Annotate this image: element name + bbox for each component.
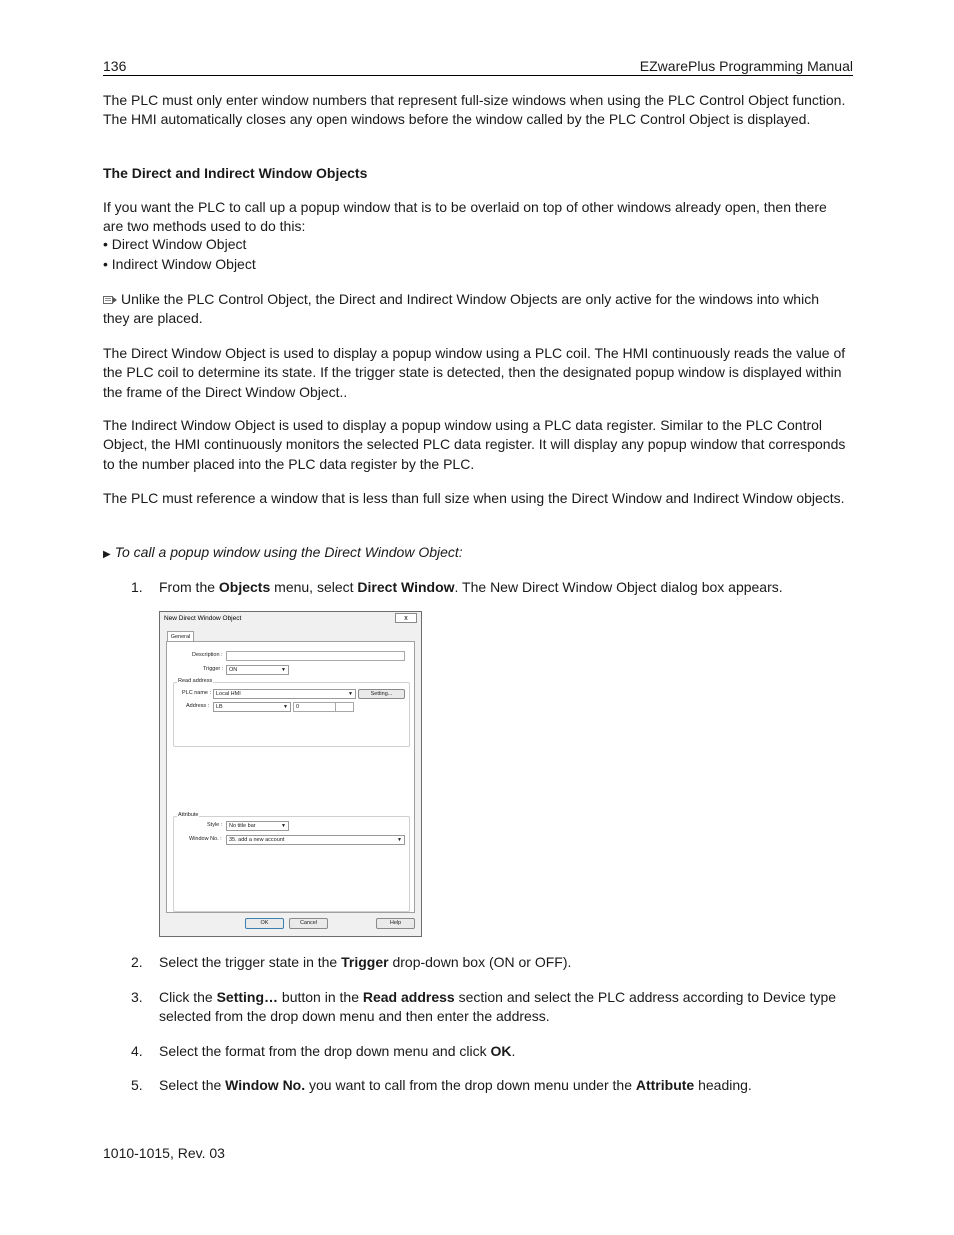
step-number: 1. — [131, 579, 143, 595]
step-number: 3. — [131, 989, 143, 1005]
address-device-select[interactable]: LB ▼ — [213, 702, 291, 712]
address-input[interactable]: 0 — [293, 702, 336, 712]
manual-title: EZwarePlus Programming Manual — [639, 58, 853, 74]
chevron-down-icon: ▼ — [283, 704, 288, 710]
header-rule — [103, 75, 853, 76]
chevron-down-icon: ▼ — [348, 691, 353, 697]
chevron-down-icon: ▼ — [281, 667, 286, 673]
attribute-title: Attribute — [178, 812, 199, 818]
note-paragraph — [103, 290, 848, 329]
description-label: Description : — [192, 652, 223, 658]
trigger-select[interactable]: ON ▼ — [226, 665, 289, 675]
triangle-right-icon: ▶ — [103, 549, 111, 560]
window-no-label: Window No. : — [189, 836, 222, 842]
note-text: Unlike the PLC Control Object, the Direct and Indirect Window Objects are only active for the windows into which they are placed. — [103, 291, 819, 327]
ok-button[interactable]: OK — [245, 918, 284, 929]
chevron-down-icon: ▼ — [397, 837, 402, 843]
read-address-title: Read address — [178, 678, 213, 684]
description-input[interactable] — [226, 651, 405, 661]
setting-button[interactable]: Setting... — [358, 689, 405, 699]
step-number: 5. — [131, 1077, 143, 1093]
tab-general[interactable]: General — [167, 631, 194, 642]
attribute-group — [173, 816, 410, 912]
page-number: 136 — [103, 58, 127, 74]
dialog-title: New Direct Window Object — [164, 615, 242, 622]
footer-doc-id: 1010-1015, Rev. 03 — [103, 1145, 225, 1161]
cancel-button[interactable]: Cancel — [289, 918, 328, 929]
procedure-text: To call a popup window using the Direct Window Object: — [114, 544, 463, 560]
help-button[interactable]: Help — [376, 918, 415, 929]
bullet-direct-window: • Direct Window Object — [103, 236, 247, 252]
paragraph-direct-window: The Direct Window Object is used to display a popup window using a PLC coil. The HMI continuously reads the value of the PLC coil to determine its state. If the trigger state is detected, then the designated popup window is displayed within the frame of the Direct Window Object.. — [103, 345, 846, 400]
step-number: 2. — [131, 954, 143, 970]
trigger-label: Trigger : — [203, 666, 224, 672]
address-suffix — [336, 702, 354, 712]
step-text: Select the trigger state in the Trigger drop-down box (ON or OFF). — [159, 954, 572, 970]
address-label: Address : — [186, 703, 210, 709]
procedure-heading — [103, 544, 463, 560]
step-text: Select the Window No. you want to call from the drop down menu under the Attribute heading. — [159, 1077, 752, 1093]
bullet-indirect-window: • Indirect Window Object — [103, 256, 256, 272]
paragraph-popup-methods: If you want the PLC to call up a popup window that is to be overlaid on top of other windows already open, then there are two methods used to do this: — [103, 199, 827, 235]
close-icon[interactable]: x — [395, 613, 417, 623]
step-text: Click the Setting… button in the Read address section and select the PLC address according to Device type selected from the drop down menu and then enter the address. — [159, 989, 837, 1025]
paragraph-window-size: The PLC must reference a window that is less than full size when using the Direct Window and Indirect Window objects. — [103, 490, 845, 506]
style-label: Style : — [207, 822, 223, 828]
section-heading: The Direct and Indirect Window Objects — [103, 165, 368, 181]
plc-name-select[interactable]: Local HMI ▼ — [213, 689, 356, 699]
note-icon — [103, 295, 118, 305]
step-number: 4. — [131, 1043, 143, 1059]
paragraph-plc-full-size: The PLC must only enter window numbers that represent full-size windows when using the PLC Control Object function. The HMI automatically closes any open windows before the window called by the PLC Control Object is displayed. — [103, 92, 846, 128]
chevron-down-icon: ▼ — [281, 823, 286, 829]
window-no-select[interactable]: 35. add a new account ▼ — [226, 835, 405, 845]
style-select[interactable]: No title bar ▼ — [226, 821, 289, 831]
step-text: Select the format from the drop down menu and click OK. — [159, 1043, 516, 1059]
step-text: From the Objects menu, select Direct Window. The New Direct Window Object dialog box appears. — [159, 579, 783, 595]
plc-name-label: PLC name : — [182, 690, 212, 696]
paragraph-indirect-window: The Indirect Window Object is used to display a popup window using a PLC data register. Similar to the PLC Control Object, the HMI continuously monitors the selected PLC data register. It will display any popup window that corresponds to the number placed into the PLC data register by the PLC. — [103, 417, 846, 472]
